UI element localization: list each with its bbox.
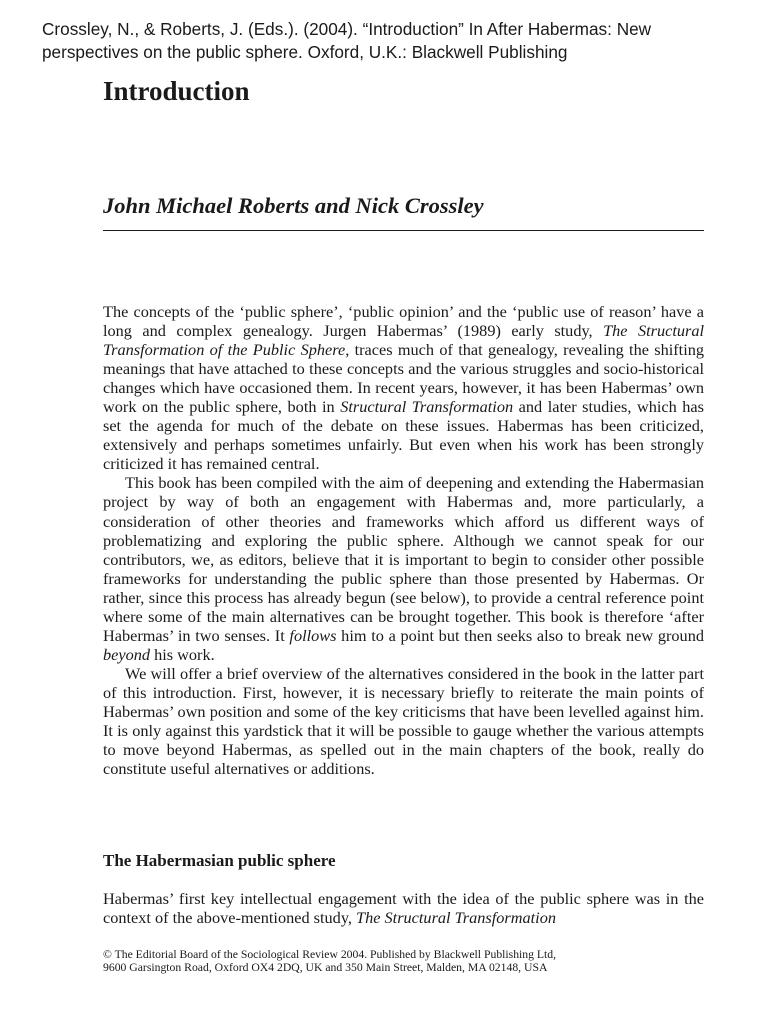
paragraph-1-text: and later studies, which has set the agenda for much of the debate on these issues. Habermas has been criticized, extensively and perhaps sometimes unfairly. But even when his work has been strongly criticized it has remained central. <box>103 397 704 474</box>
paragraph-4-text: Habermas’ first key intellectual engagement with the idea of the public sphere was in the context of the above-mentioned study, <box>103 889 704 928</box>
citation-line-2: perspectives on the public sphere. Oxford, U.K.: Blackwell Publishing <box>42 42 568 62</box>
chapter-title: Introduction <box>103 76 250 106</box>
emphasis-italic: follows <box>289 625 337 645</box>
section-heading: The Habermasian public sphere <box>103 851 336 870</box>
emphasis-italic: beyond <box>103 644 151 664</box>
paragraph-1-text: The concepts of the ‘public sphere’, ‘public opinion’ and the ‘public use of reason’ have a long and complex genealogy. Jurgen Habermas’ (1989) early study, <box>103 302 704 341</box>
paragraph-3: We will offer a brief overview of the alternatives considered in the book in the latter part of this introduction. First, however, it is necessary briefly to reiterate the main points of Habermas’ own position and some of the key criticisms that have been levelled against him. It is only against this yardstick that it will be possible to gauge whether the various attempts to move beyond Habermas, as spelled out in the main chapters of the book, really do constitute useful alternatives or additions. <box>103 663 704 779</box>
section-body <box>103 889 704 927</box>
citation-line-1: Crossley, N., & Roberts, J. (Eds.). (2004). “Introduction” In After Habermas: New <box>42 19 652 39</box>
book-title-italic: The Structural Transformation <box>356 908 556 928</box>
copyright-footer <box>103 948 704 974</box>
book-title-italic: The Structural Transformation of the Public Sphere <box>103 321 704 360</box>
paragraph-1-text: , traces much of that genealogy, revealing the shifting meanings that have attached to these concepts and the various struggles and socio-historical changes which have occasioned them. In recent years, however, it has been Habermas’ own work on the public sphere, both in <box>103 340 704 417</box>
copyright-line-1: © The Editorial Board of the Sociological Review 2004. Published by Blackwell Publishing Ltd, <box>103 948 557 961</box>
paragraph-2-text: his work. <box>150 644 215 664</box>
paragraph-1 <box>103 302 704 473</box>
paragraph-2-text: him to a point but then seeks also to break new ground <box>336 625 704 645</box>
citation-header <box>42 18 754 64</box>
paragraph-4 <box>103 889 704 927</box>
chapter-authors: John Michael Roberts and Nick Crossley <box>103 193 484 218</box>
copyright-line-2: 9600 Garsington Road, Oxford OX4 2DQ, UK and 350 Main Street, Malden, MA 02148, USA <box>103 961 548 974</box>
chapter-body <box>103 302 704 778</box>
paragraph-2-text: This book has been compiled with the aim of deepening and extending the Habermasian project by way of both an engagement with Habermas and, more particularly, a consideration of other theories and frameworks which afford us different ways of problematizing and exploring the public sphere. Although we cannot speak for our contributors, we, as editors, believe that it is important to begin to consider other possible frameworks for understanding the public sphere than those presented by Habermas. Or rather, since this process has already begun (see below), to provide a central reference point where some of the main alternatives can be brought together. This book is therefore ‘after Habermas’ in two senses. It <box>103 473 704 645</box>
title-divider <box>103 230 704 231</box>
paragraph-2 <box>103 473 704 663</box>
book-title-italic: Structural Transformation <box>340 397 514 417</box>
